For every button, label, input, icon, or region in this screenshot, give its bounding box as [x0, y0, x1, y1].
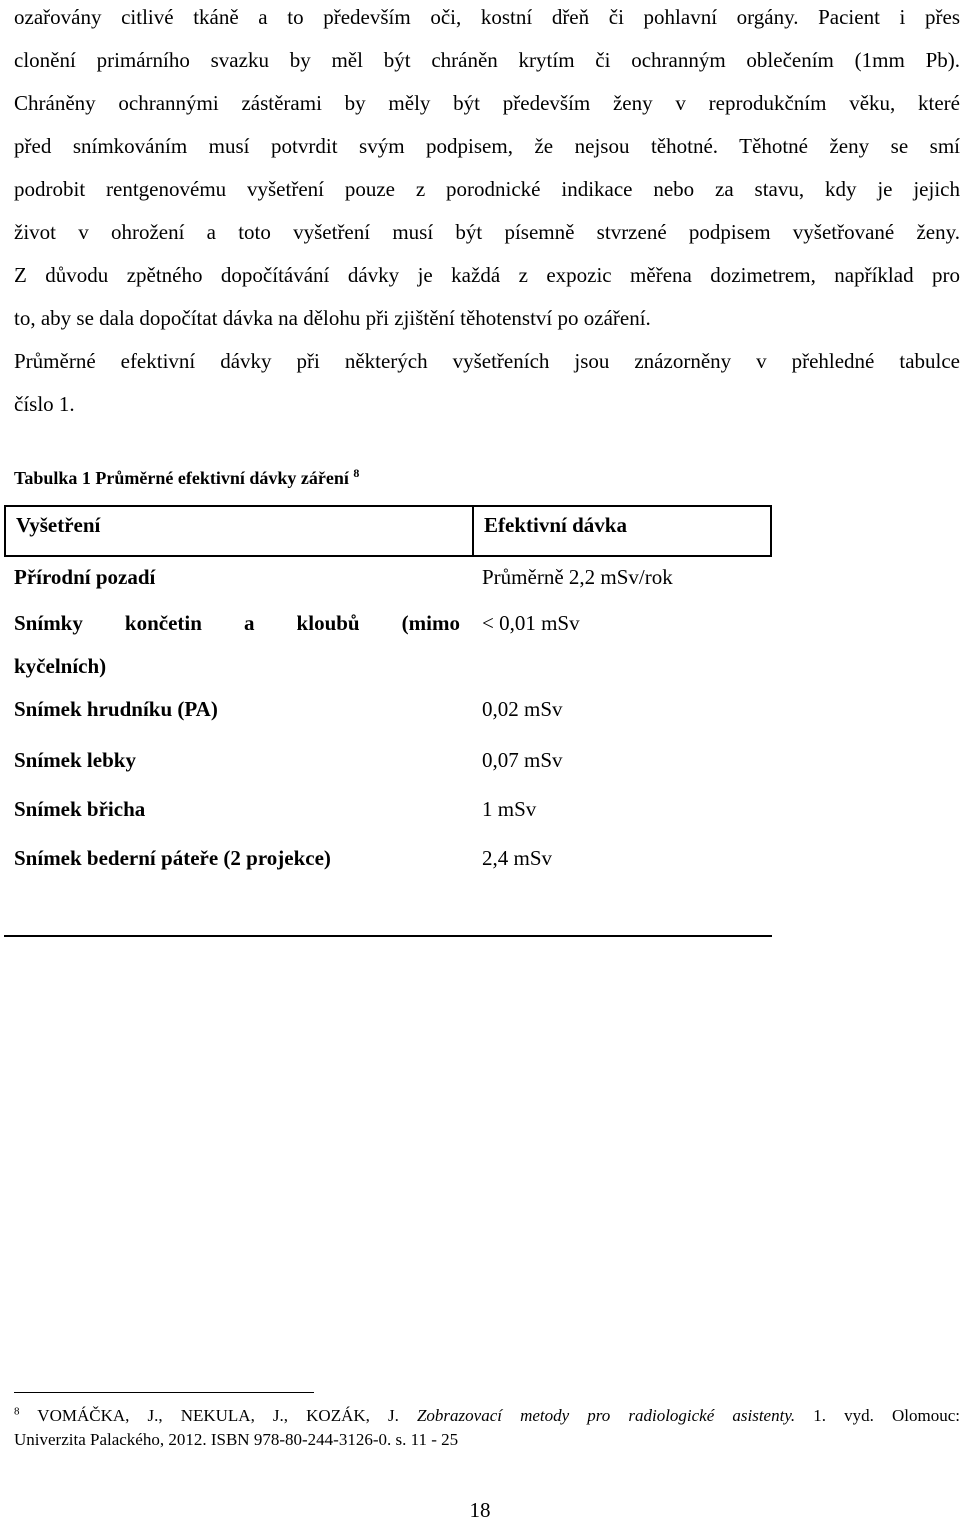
- row-dose: 0,07 mSv: [482, 748, 563, 772]
- header-exam: Vyšetření: [16, 513, 101, 537]
- body-paragraph: [14, 0, 960, 426]
- dose-table: [4, 505, 772, 937]
- text-line: to, aby se dala dopočítat dávka na dělohu při zjištění těhotenství po ozáření.: [14, 306, 651, 330]
- table-caption-text: Tabulka 1 Průměrné efektivní dávky záření: [14, 468, 349, 488]
- table-header-row: [4, 505, 772, 557]
- row-dose: 1 mSv: [482, 797, 537, 821]
- header-divider: [472, 507, 474, 555]
- footnote-edition: 1. vyd. Olomouc:: [795, 1406, 960, 1425]
- header-dose: Efektivní dávka: [484, 513, 627, 537]
- row-exam: Snímek bederní páteře (2 projekce): [14, 846, 331, 870]
- text-line: život v ohrožení a toto vyšetření musí být písemně stvrzené podpisem vyšetřované ženy.: [14, 220, 960, 244]
- footnote-separator: [14, 1392, 314, 1393]
- row-dose: < 0,01 mSv: [482, 611, 580, 635]
- footnote-line: [14, 1404, 960, 1428]
- row-exam-continued: kyčelních): [14, 654, 107, 678]
- text-line: číslo 1.: [14, 392, 75, 416]
- page-number: 18: [469, 1498, 491, 1522]
- text-line: před snímkováním musí potvrdit svým podpisem, že nejsou těhotné. Těhotné ženy se smí: [14, 134, 960, 158]
- row-dose: Průměrně 2,2 mSv/rok: [482, 565, 673, 589]
- table-bottom-rule: [4, 935, 772, 937]
- text-line: ozařovány citlivé tkáně a to především oči, kostní dřeň či pohlavní orgány. Pacient i přes: [14, 5, 960, 29]
- table-body: [4, 557, 772, 937]
- row-exam: Snímky končetin a kloubů (mimo: [14, 611, 460, 635]
- row-dose: 2,4 mSv: [482, 846, 553, 870]
- text-line: podrobit rentgenovému vyšetření pouze z porodnické indikace nebo za stavu, kdy je jejich: [14, 177, 960, 201]
- footnote-number: 8: [14, 1405, 20, 1418]
- row-exam: Přírodní pozadí: [14, 565, 156, 589]
- text-line: Chráněny ochrannými zástěrami by měly být především ženy v reprodukčním věku, které: [14, 91, 960, 115]
- footnote-title: Zobrazovací metody pro radiologické asistenty.: [416, 1406, 796, 1425]
- text-line: Průměrné efektivní dávky při některých vyšetřeních jsou znázorněny v přehledné tabulce: [14, 349, 960, 373]
- footnote-line: Univerzita Palackého, 2012. ISBN 978-80-244-3126-0. s. 11 - 25: [14, 1430, 459, 1449]
- row-exam: Snímek lebky: [14, 748, 136, 772]
- table-caption: [14, 468, 359, 489]
- footnote-reference: 8: [353, 466, 360, 480]
- row-exam: Snímek břicha: [14, 797, 146, 821]
- text-line: clonění primárního svazku by měl být chráněn krytím či ochranným oblečením (1mm Pb).: [14, 48, 960, 72]
- text-line: Z důvodu zpětného dopočítávání dávky je každá z expozic měřena dozimetrem, například pro: [14, 263, 960, 287]
- row-dose: 0,02 mSv: [482, 697, 563, 721]
- row-exam: Snímek hrudníku (PA): [14, 697, 218, 721]
- footnote: [14, 1404, 960, 1452]
- footnote-authors: VOMÁČKA, J., NEKULA, J., KOZÁK, J.: [19, 1406, 417, 1425]
